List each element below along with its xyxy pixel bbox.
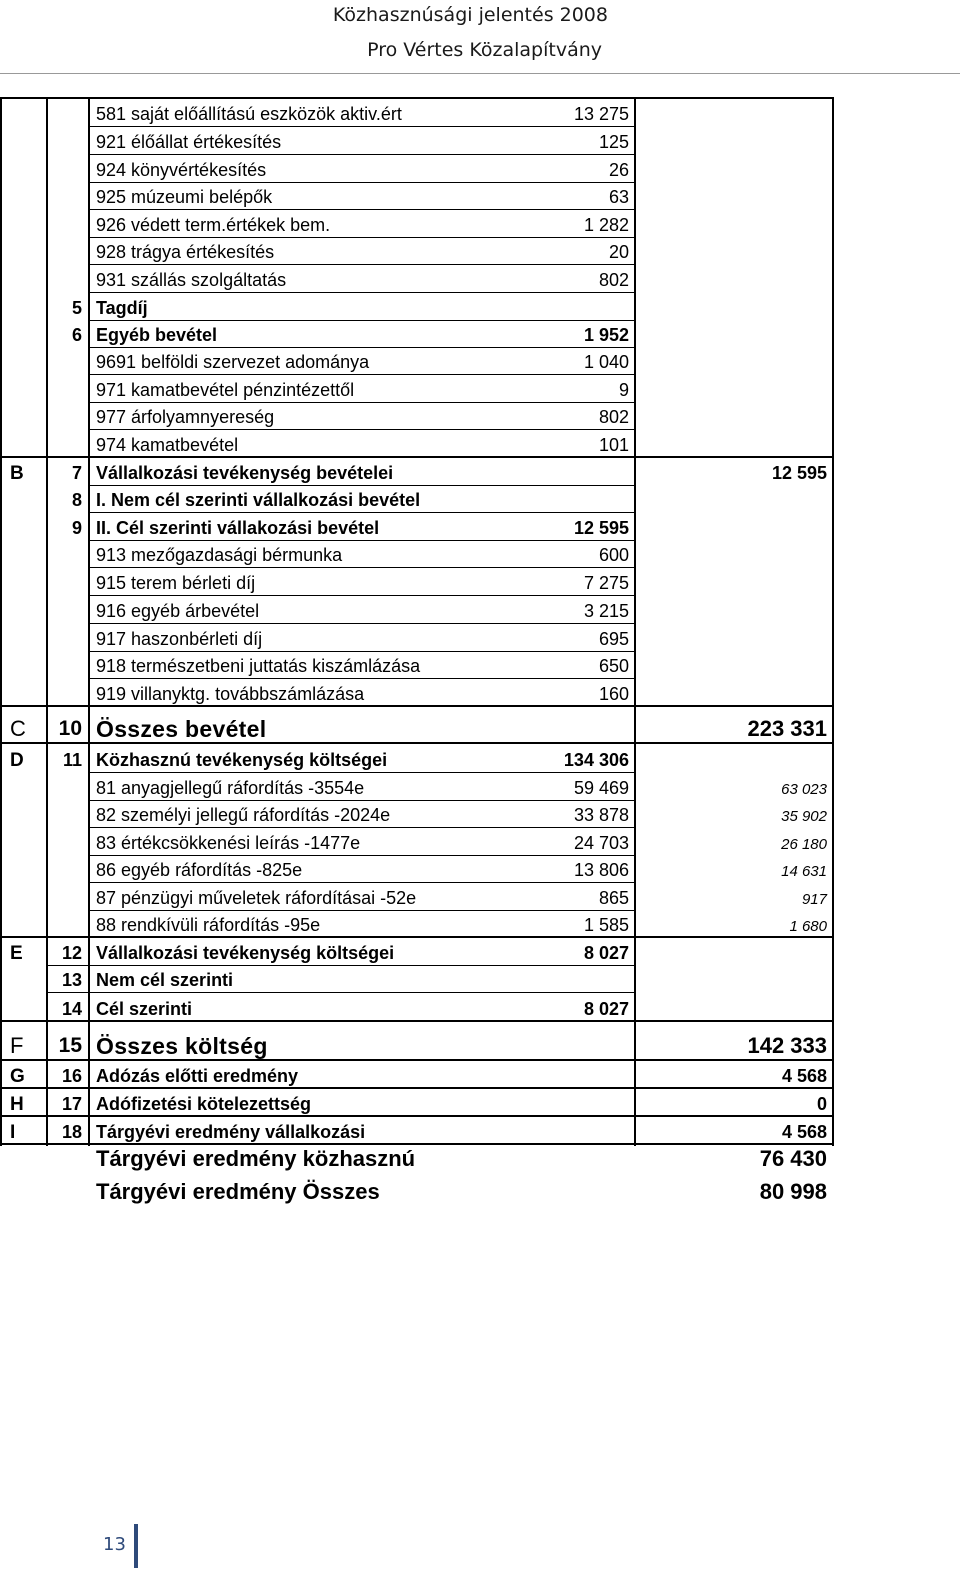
report-title: Közhasznúsági jelentés 2008 <box>332 4 608 26</box>
major-row-line <box>0 936 834 938</box>
row-line <box>88 800 636 801</box>
row-letter: I <box>10 1122 16 1143</box>
letter-column-border <box>46 97 48 1146</box>
row-line <box>88 264 636 265</box>
row-line <box>88 540 636 541</box>
row-description: Tagdíj <box>96 298 148 318</box>
row-number: 5 <box>71 298 82 318</box>
row-letter: G <box>10 1066 25 1087</box>
value-column-1: 1 585 <box>583 915 629 935</box>
header-divider <box>0 73 960 74</box>
value-column-1: 600 <box>598 545 629 565</box>
row-description: 83 értékcsökkenési leírás -1477e <box>96 833 361 853</box>
row-number: 15 <box>58 1034 82 1057</box>
row-number: 12 <box>61 943 82 963</box>
value-column-2: 223 331 <box>747 716 827 741</box>
row-line <box>88 678 636 679</box>
row-letter: B <box>10 463 24 484</box>
row-line <box>88 485 636 486</box>
row-line <box>46 992 88 993</box>
row-description: 974 kamatbevétel <box>96 435 239 455</box>
summary-value: 76 430 <box>759 1146 827 1171</box>
value-column-1: 3 215 <box>583 601 629 621</box>
value-column-1: 695 <box>598 629 629 649</box>
row-description: 87 pénzügyi műveletek ráfordításai -52e <box>96 888 417 908</box>
row-description: 971 kamatbevétel pénzintézettől <box>96 380 355 400</box>
value-column-1: 20 <box>608 242 629 262</box>
value-column-1: 63 <box>608 187 629 207</box>
value-column-1: 865 <box>598 888 629 908</box>
row-line <box>88 320 636 321</box>
value-column-1: 8 027 <box>583 999 629 1019</box>
row-letter: D <box>10 750 24 771</box>
row-line <box>88 965 636 966</box>
row-description: 925 múzeumi belépők <box>96 187 273 207</box>
value-column-2: 26 180 <box>781 836 827 853</box>
value-column-2: 0 <box>816 1094 827 1114</box>
row-line <box>88 126 636 127</box>
row-letter: F <box>10 1033 24 1058</box>
value-column-1: 1 282 <box>583 215 629 235</box>
major-row-line <box>0 1115 834 1117</box>
row-description: 86 egyéb ráfordítás -825e <box>96 860 303 880</box>
row-line <box>88 772 636 773</box>
row-line <box>88 910 636 911</box>
row-description: Adózás előtti eredmény <box>96 1066 299 1086</box>
row-description: 919 villanyktg. továbbszámlázása <box>96 684 365 704</box>
organization-name: Pro Vértes Közalapítvány <box>367 39 602 61</box>
row-line <box>88 882 636 883</box>
row-letter: E <box>10 943 23 964</box>
row-line <box>88 154 636 155</box>
major-row-line <box>0 1087 834 1089</box>
summary-value: 80 998 <box>759 1179 827 1204</box>
row-line <box>88 855 636 856</box>
row-description: II. Cél szerinti vállakozási bevétel <box>96 518 380 538</box>
row-letter: C <box>10 716 26 741</box>
table-left-border <box>0 97 2 1146</box>
row-line <box>88 992 636 993</box>
summary-label: Tárgyévi eredmény közhasznú <box>96 1146 416 1171</box>
row-description: 917 haszonbérleti díj <box>96 629 263 649</box>
row-description: 977 árfolyamnyereség <box>96 407 275 427</box>
major-row-line <box>0 742 834 744</box>
value-column-1: 24 703 <box>573 833 629 853</box>
value-column-2: 63 023 <box>781 781 827 798</box>
row-letter: H <box>10 1094 24 1115</box>
value-column-1: 26 <box>608 160 629 180</box>
row-number: 6 <box>71 325 82 345</box>
row-description: 918 természetbeni juttatás kiszámlázása <box>96 656 421 676</box>
value-column-2: 142 333 <box>747 1033 827 1058</box>
row-line <box>88 512 636 513</box>
row-line <box>88 567 636 568</box>
row-description: Cél szerinti <box>96 999 193 1019</box>
major-row-line <box>0 1143 834 1145</box>
row-description: 931 szállás szolgáltatás <box>96 270 287 290</box>
row-line <box>88 209 636 210</box>
summary-label: Tárgyévi eredmény Összes <box>96 1179 380 1204</box>
row-number: 16 <box>61 1066 82 1086</box>
row-line <box>88 827 636 828</box>
value-column-1: 160 <box>598 684 629 704</box>
row-description: 926 védett term.értékek bem. <box>96 215 331 235</box>
row-line <box>88 374 636 375</box>
value-column-1: 7 275 <box>583 573 629 593</box>
value-column-1: 12 595 <box>573 518 629 538</box>
row-line <box>88 347 636 348</box>
row-description: 916 egyéb árbevétel <box>96 601 260 621</box>
row-number: 18 <box>61 1122 82 1142</box>
row-line <box>88 402 636 403</box>
row-line <box>88 595 636 596</box>
value-column-1: 125 <box>598 132 629 152</box>
value-column-2: 1 680 <box>789 918 827 935</box>
value-column-1: 802 <box>598 407 629 427</box>
row-number: 17 <box>61 1094 82 1114</box>
row-description: 81 anyagjellegű ráfordítás -3554e <box>96 778 365 798</box>
row-number: 8 <box>71 490 82 510</box>
major-row-line <box>0 1059 834 1061</box>
value-column-1: 802 <box>598 270 629 290</box>
row-description: Egyéb bevétel <box>96 325 218 345</box>
value-column-1: 134 306 <box>563 750 629 770</box>
row-description: 921 élőállat értékesítés <box>96 132 282 152</box>
value-column-1: 1 040 <box>583 352 629 372</box>
row-description: Vállalkozási tevékenység költségei <box>96 943 395 963</box>
major-row-line <box>0 1020 834 1022</box>
row-number: 9 <box>71 518 82 538</box>
row-description: Adófizetési kötelezettség <box>96 1094 312 1114</box>
value-column-1: 650 <box>598 656 629 676</box>
row-number: 14 <box>61 999 82 1019</box>
row-description: 928 trágya értékesítés <box>96 242 275 262</box>
row-description: Közhasznú tevékenység költségei <box>96 750 388 770</box>
value-column-1: 13 806 <box>573 860 629 880</box>
row-line <box>88 429 636 430</box>
value-column-2: 917 <box>801 891 827 908</box>
table-right-border <box>832 97 834 1146</box>
value-column-2: 14 631 <box>781 863 827 880</box>
value-column-1: 9 <box>618 380 629 400</box>
value-column-1: 13 275 <box>573 104 629 124</box>
page-number: 13 <box>103 1534 126 1555</box>
row-description: 581 saját előállítású eszközök aktiv.ért <box>96 104 402 124</box>
row-description: Összes bevétel <box>96 716 267 742</box>
row-line <box>88 292 636 293</box>
row-description: Tárgyévi eredmény vállalkozási <box>96 1122 366 1142</box>
row-description: 913 mezőgazdasági bérmunka <box>96 545 343 565</box>
row-description: 82 személyi jellegű ráfordítás -2024e <box>96 805 391 825</box>
value-column-2: 4 568 <box>781 1066 827 1086</box>
row-description: 915 terem bérleti díj <box>96 573 256 593</box>
row-line <box>88 651 636 652</box>
row-number: 10 <box>58 717 82 740</box>
major-row-line <box>0 456 834 458</box>
row-description: I. Nem cél szerinti vállalkozási bevétel <box>96 490 421 510</box>
value-column-1: 59 469 <box>573 778 629 798</box>
row-description: 924 könyvértékesítés <box>96 160 267 180</box>
value-column-2: 12 595 <box>771 463 827 483</box>
number-column-border <box>88 97 90 1146</box>
row-line <box>88 623 636 624</box>
row-line <box>88 237 636 238</box>
major-row-line <box>0 97 834 99</box>
value-column-1: 1 952 <box>583 325 629 345</box>
row-line <box>46 965 88 966</box>
value-column-2: 35 902 <box>781 808 827 825</box>
row-line <box>88 182 636 183</box>
row-description: Vállalkozási tevékenység bevételei <box>96 463 394 483</box>
row-number: 11 <box>62 750 82 770</box>
value-column-1: 101 <box>598 435 629 455</box>
row-number: 13 <box>61 970 82 990</box>
row-description: 9691 belföldi szervezet adománya <box>96 352 370 372</box>
page-number-bar <box>134 1524 138 1568</box>
row-description: Összes költség <box>96 1033 268 1059</box>
row-number: 7 <box>71 463 82 483</box>
major-row-line <box>0 705 834 707</box>
value-column-2: 4 568 <box>781 1122 827 1142</box>
row-description: 88 rendkívüli ráfordítás -95e <box>96 915 321 935</box>
value-column-1: 8 027 <box>583 943 629 963</box>
value-column-1: 33 878 <box>573 805 629 825</box>
row-description: Nem cél szerinti <box>96 970 234 990</box>
value-column-border <box>634 97 636 1146</box>
